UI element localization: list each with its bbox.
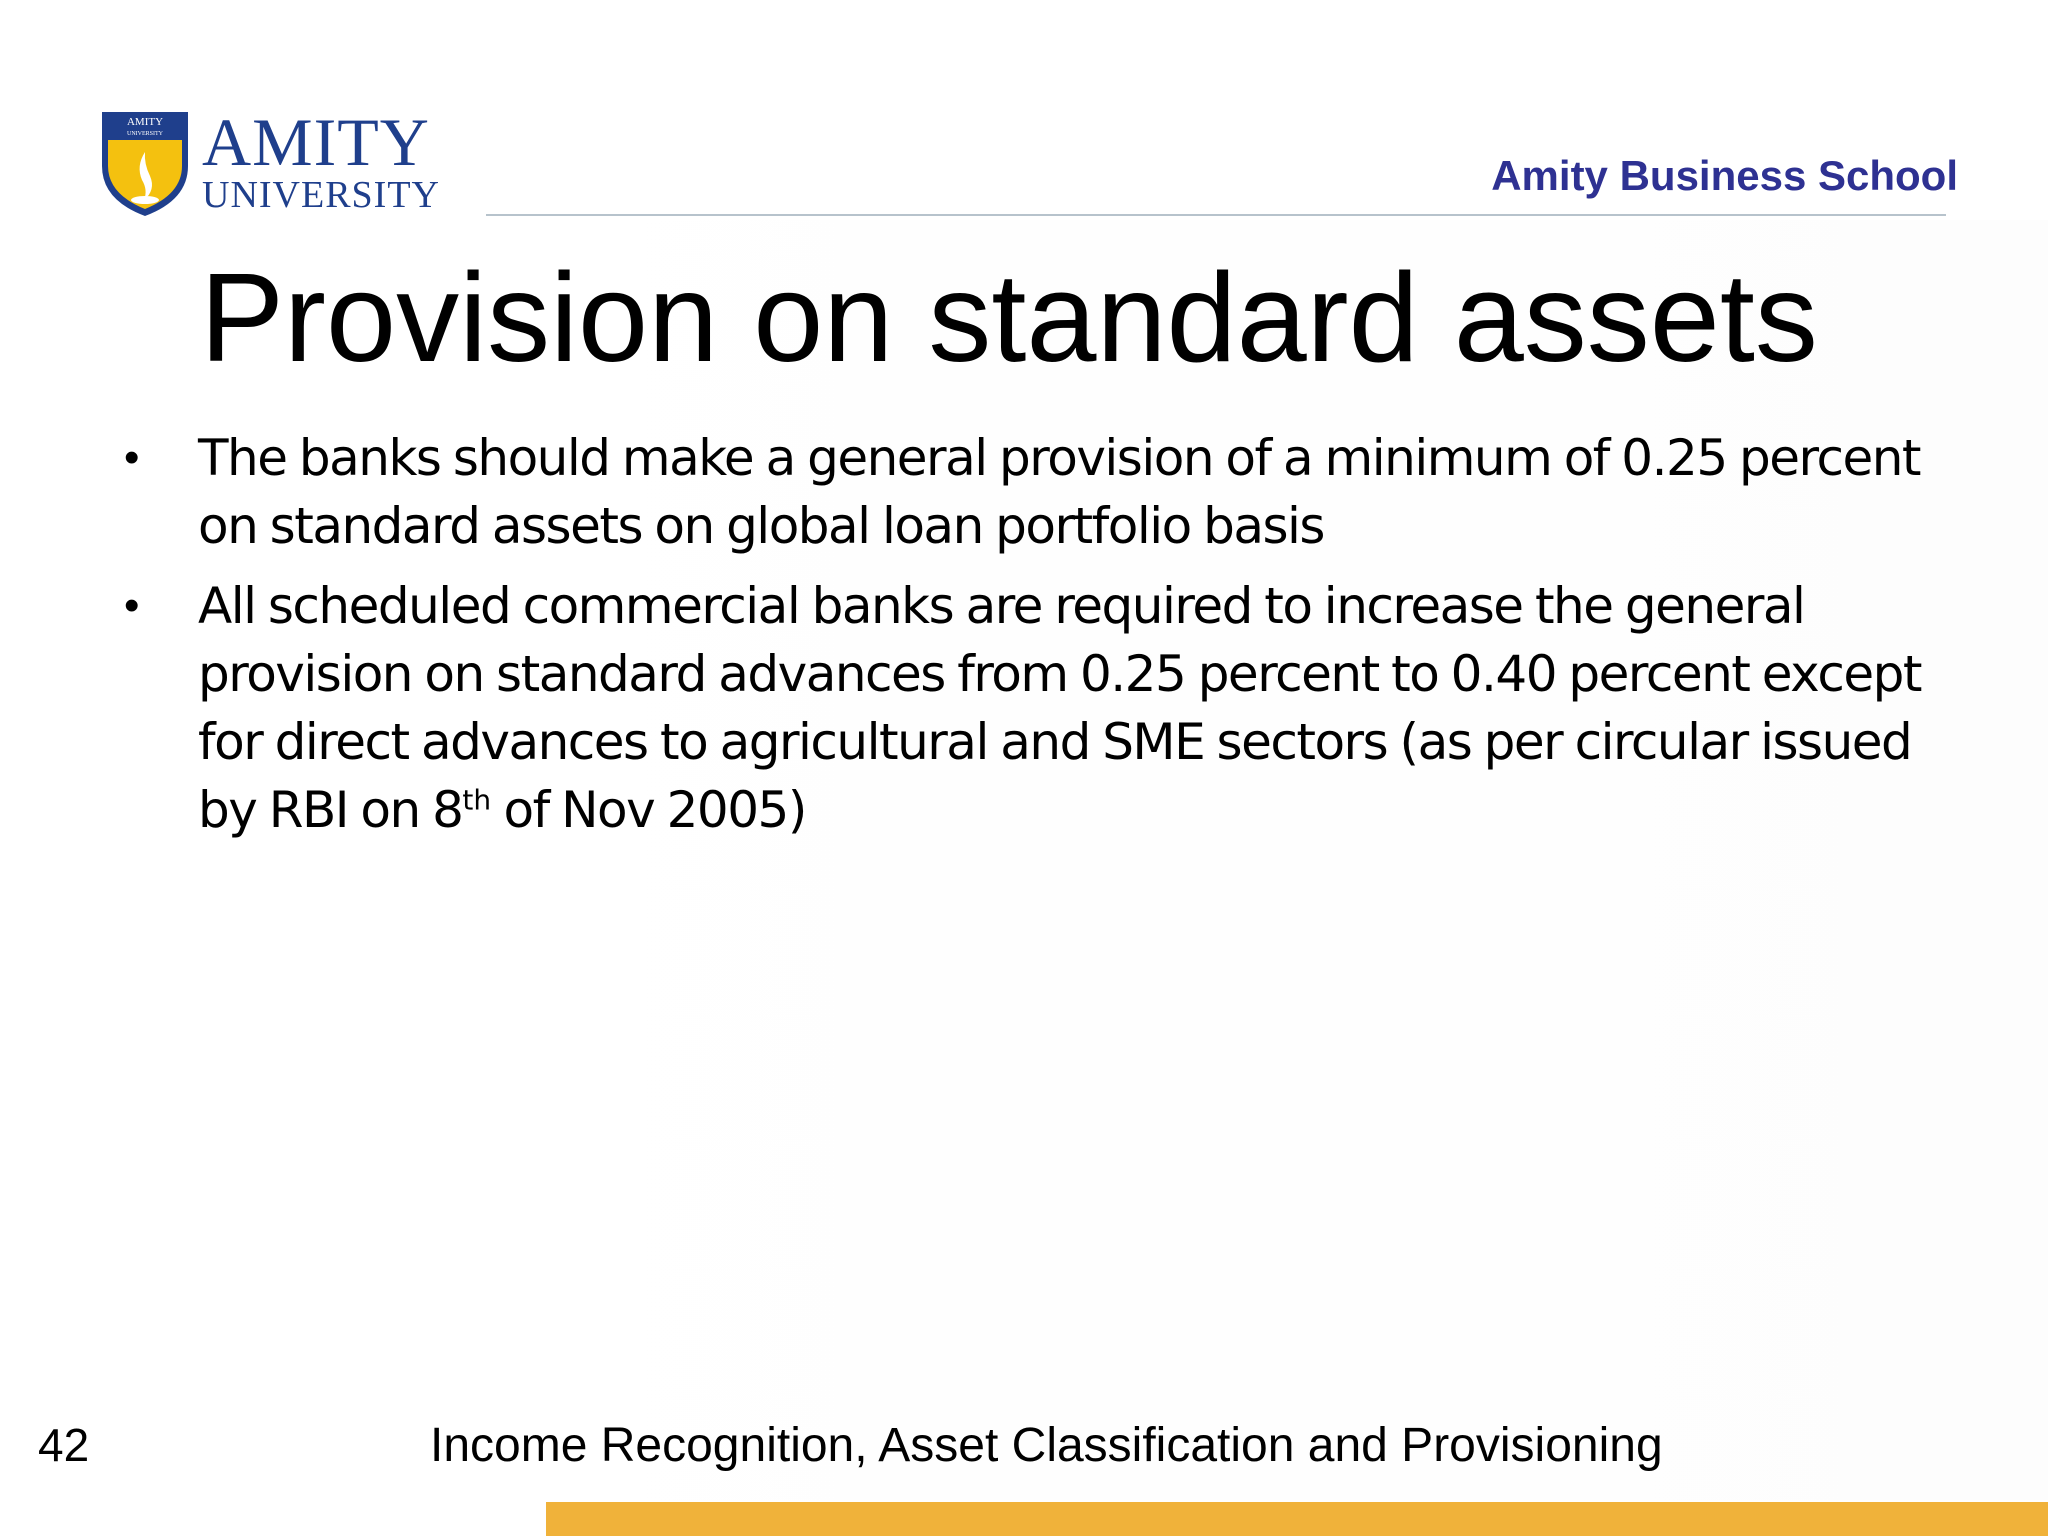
- bullet-list: [120, 424, 1940, 856]
- bullet-text-end: of Nov 2005): [491, 781, 806, 839]
- ordinal-superscript: th: [462, 783, 492, 817]
- background-panel: [440, 220, 2048, 1500]
- shield-text-top: AMITY: [126, 116, 164, 128]
- page-number: 42: [38, 1419, 90, 1471]
- bullet-marker: •: [124, 581, 140, 630]
- bullet-text: The banks should make a general provision of a minimum of 0.25 percent on standard assets on global loan portfolio basis: [198, 429, 1921, 555]
- shield-icon: [98, 108, 192, 218]
- shield-text-bottom: UNIVERSITY: [127, 131, 163, 137]
- bullet-item: [120, 424, 1940, 560]
- bullet-marker: •: [124, 433, 140, 482]
- bullet-item: [120, 572, 1940, 844]
- slide-title: Provision on standard assets: [200, 247, 1818, 388]
- footer-course-title: Income Recognition, Asset Classification and Provisioning: [430, 1419, 1663, 1472]
- school-name: Amity Business School: [1491, 152, 1958, 199]
- header-divider: [486, 214, 1946, 216]
- footer-accent-bar: [546, 1502, 2048, 1536]
- amity-university-logo: [98, 104, 458, 218]
- logo-wordmark: AMITY: [202, 104, 430, 180]
- logo-subtitle: UNIVERSITY: [202, 174, 440, 216]
- bullet-text: All scheduled commercial banks are required to increase the general provision on standard advances from 0.25 percent to 0.40 percent except for direct advances to agricultural and SME sectors (as per circular issued by RBI on 8: [198, 577, 1921, 839]
